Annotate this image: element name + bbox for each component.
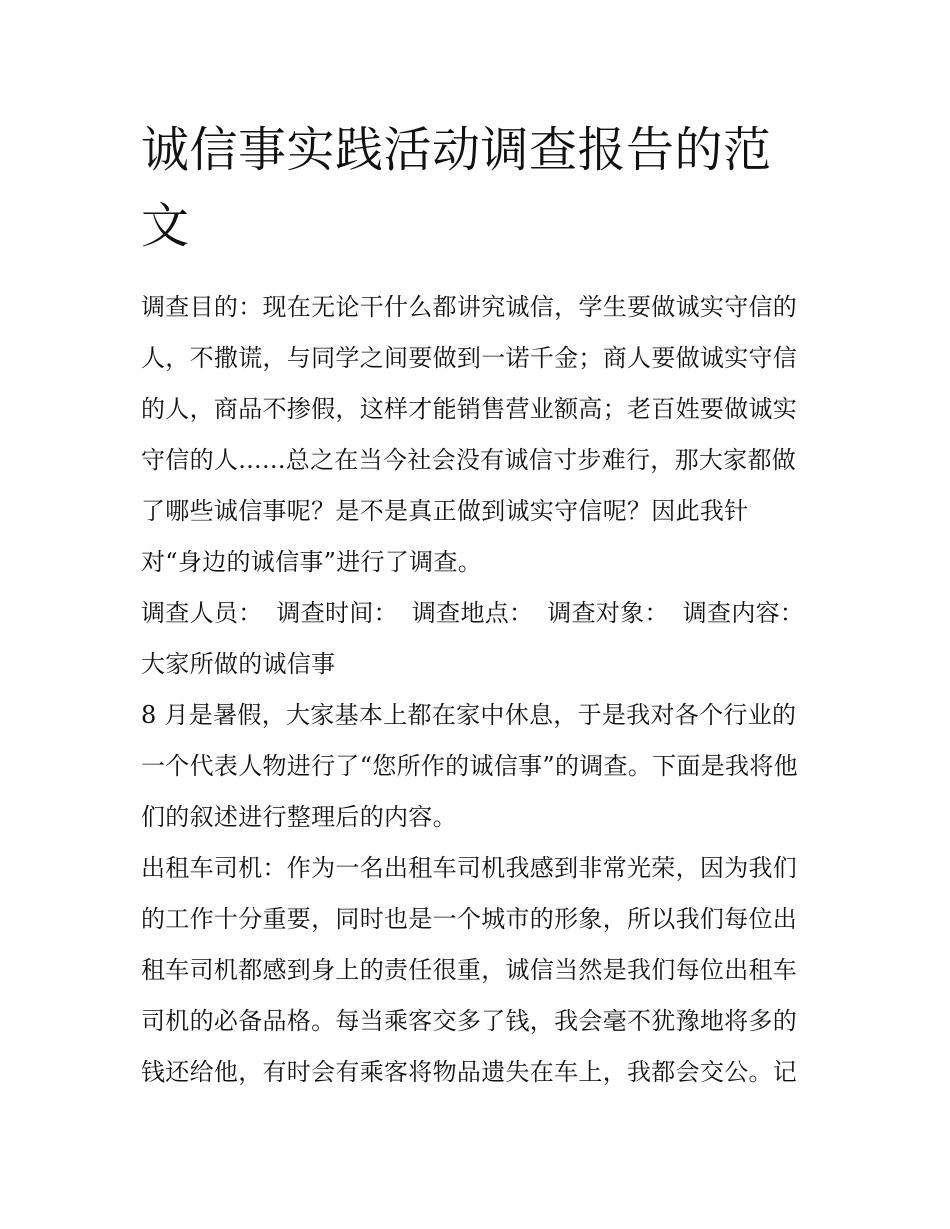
document-content <box>141 112 821 1098</box>
paragraph-line: 们的叙述进行整理后的内容。 <box>141 803 457 831</box>
paragraph-line: 大家所做的诚信事 <box>141 650 336 678</box>
paragraph-line: 钱还给他，有时会有乘客将物品遗失在车上，我都会交公。记 <box>141 1058 798 1086</box>
paragraph-taxi-driver <box>141 843 821 1098</box>
paragraph-intro <box>141 690 821 843</box>
document-title <box>141 112 821 264</box>
paragraph-line: 租车司机都感到身上的责任很重，诚信当然是我们每位出租车 <box>141 956 798 984</box>
paragraph-line: 一个代表人物进行了“您所作的诚信事”的调查。下面是我将他 <box>141 752 798 780</box>
paragraph-line: 的人，商品不掺假，这样才能销售营业额高；老百姓要做诚实 <box>141 395 798 423</box>
paragraph-line: 司机的必备品格。每当乘客交多了钱，我会毫不犹豫地将多的 <box>141 1007 798 1035</box>
paragraph-line: 守信的人......总之在当今社会没有诚信寸步难行，那大家都做 <box>141 446 797 474</box>
paragraph-line: 出租车司机：作为一名出租车司机我感到非常光荣，因为我们 <box>141 854 798 882</box>
paragraph-line: 人，不撒谎，与同学之间要做到一诺千金；商人要做诚实守信 <box>141 344 798 372</box>
paragraph-line: 了哪些诚信事呢？是不是真正做到诚实守信呢？因此我针 <box>141 497 749 525</box>
paragraph-line: 的工作十分重要，同时也是一个城市的形象，所以我们每位出 <box>141 905 798 933</box>
paragraph-line: 调查人员： 调查时间： 调查地点： 调查对象： 调查内容： <box>141 599 805 627</box>
paragraph-line: 对“身边的诚信事”进行了调查。 <box>141 548 483 576</box>
paragraph-line: 8 月是暑假，大家基本上都在家中休息，于是我对各个行业的 <box>141 701 797 729</box>
paragraph-survey-info <box>141 588 821 690</box>
paragraph-line: 调查目的：现在无论干什么都讲究诚信，学生要做诚实守信的 <box>141 293 798 321</box>
paragraph-purpose <box>141 282 821 588</box>
title-line: 文 <box>141 198 190 254</box>
title-line: 诚信事实践活动调查报告的范 <box>141 122 772 178</box>
